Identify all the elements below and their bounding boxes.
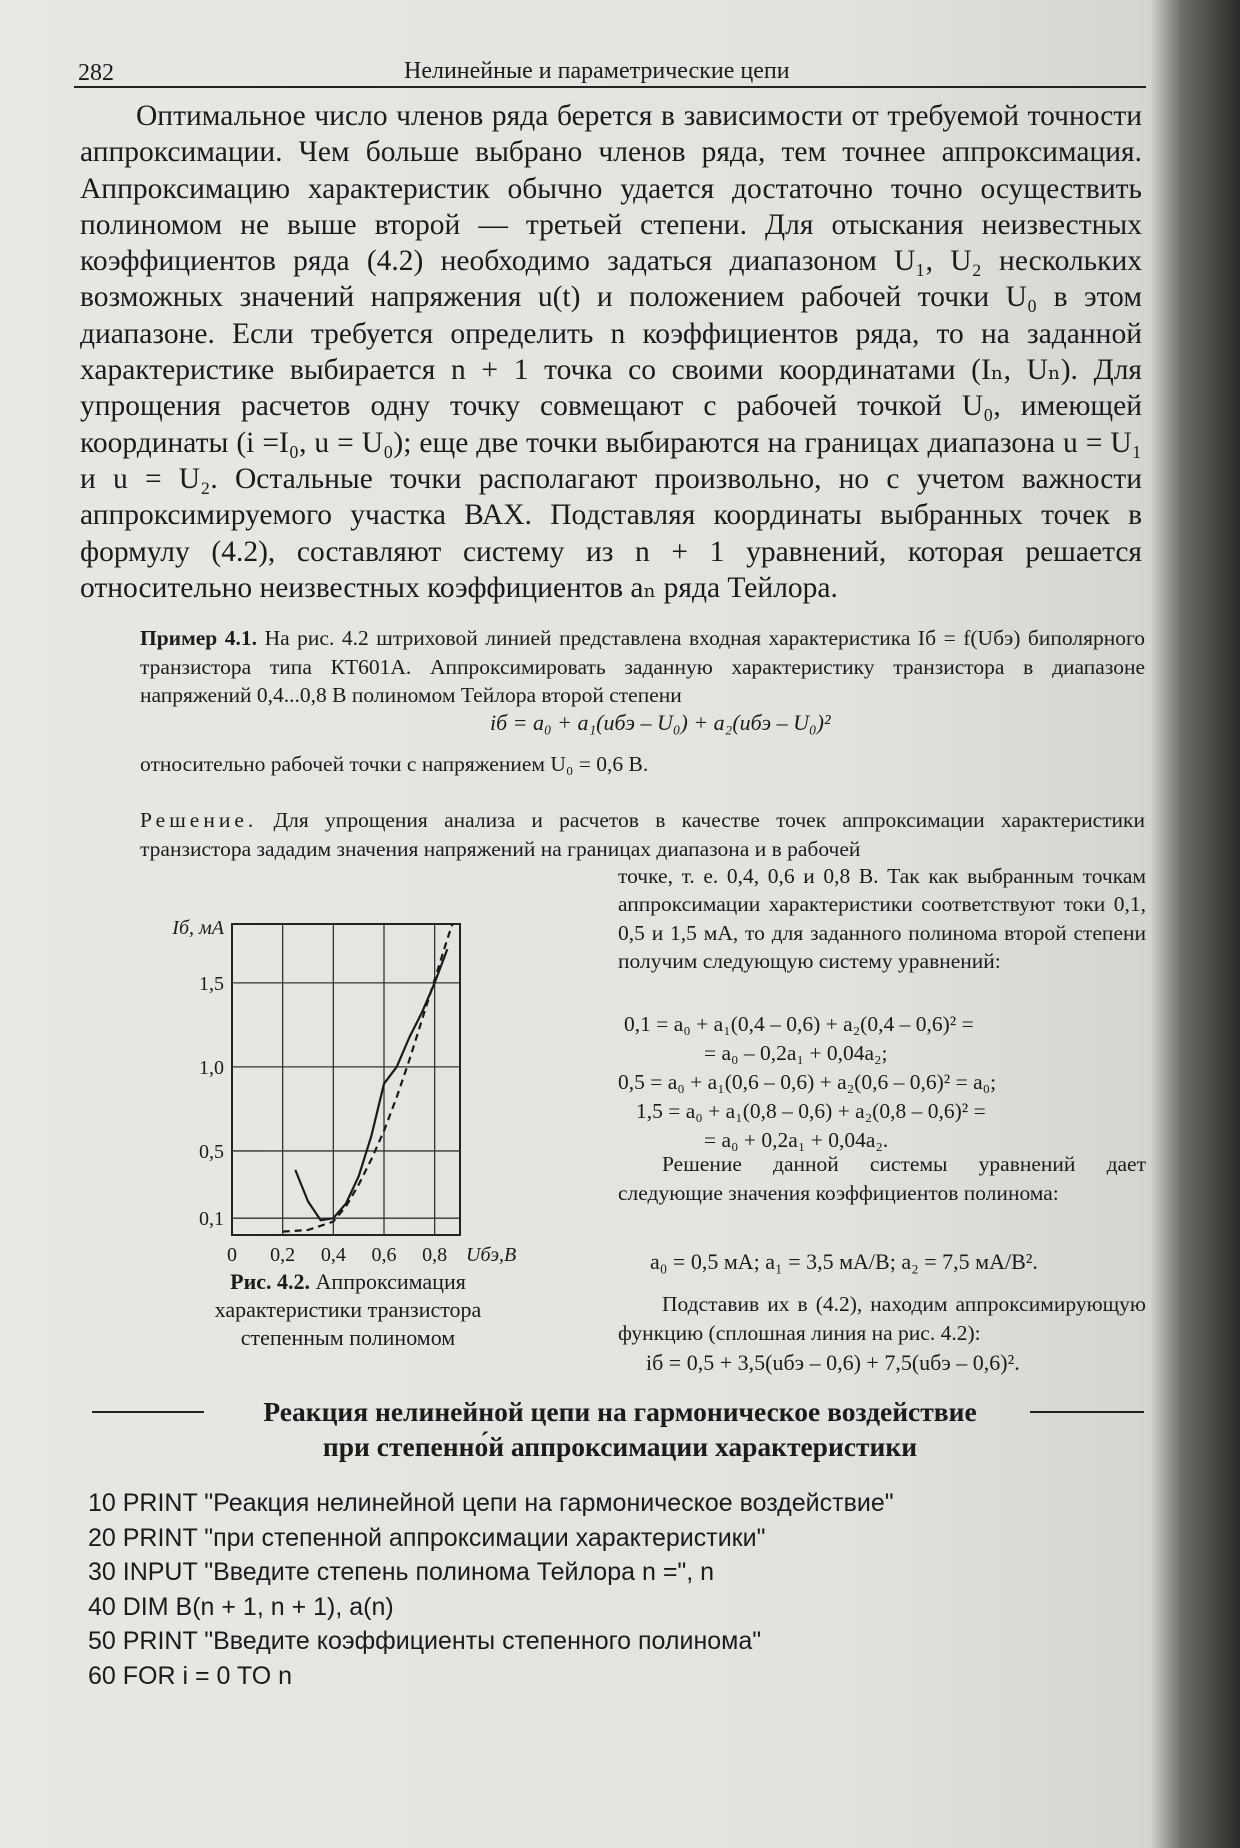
code-line: 10 PRINT "Реакция нелинейной цепи на гармоническое воздействие" bbox=[88, 1489, 894, 1517]
page-header bbox=[74, 56, 1146, 88]
measured-characteristic-dashed bbox=[283, 924, 453, 1232]
example-label: Пример 4.1. bbox=[140, 626, 258, 650]
x-tick-label: 0,2 bbox=[270, 1244, 296, 1266]
taylor-formula: iб = a₀ + a₁(uбэ – U₀) + a₂(uбэ – U₀)² bbox=[490, 710, 831, 735]
section-heading bbox=[90, 1394, 1150, 1464]
y-tick-label: 0,5 bbox=[199, 1140, 224, 1163]
solution-right-text: точке, т. е. 0,4, 0,6 и 0,8 В. Так как выбранным точкам аппроксимации характеристики соответствуют токи 0,1, 0,5 и 1,5 мА, то для заданного полинома второй степени получим следующую систему уравнений: bbox=[618, 864, 1146, 973]
code-line: 20 PRINT "при степенной аппроксимации характеристики" bbox=[88, 1523, 766, 1552]
plot-frame bbox=[232, 924, 460, 1235]
x-axis-label: Uбэ,В bbox=[466, 1244, 517, 1266]
substitute-text: Подставив их в (4.2), находим аппроксимирующую функцию (сплошная линия на рис. 4.2): bbox=[618, 1292, 1146, 1345]
example-text: На рис. 4.2 штриховой линией представлена входная характеристика Iб = f(Uбэ) биполярного транзистора типа КТ601А. Аппроксимировать заданную характеристику транзистора в диапазоне напряжений 0,4...0,8 В полиномом Тейлора второй степени bbox=[140, 626, 1146, 707]
solution-label: Решение. bbox=[140, 808, 258, 832]
x-tick-label: 0 bbox=[227, 1244, 237, 1266]
code-line: 30 INPUT "Введите степень полинома Тейлора n =", n bbox=[88, 1558, 715, 1586]
y-axis-label: Iб, мА bbox=[172, 917, 224, 939]
solution-lead-text: Для упрощения анализа и расчетов в качестве точек аппроксимации характеристики транзистора зададим значения напряжений на границах диапазона и в рабочей bbox=[140, 808, 1145, 861]
characteristic-chart bbox=[160, 910, 610, 1270]
solution-lead bbox=[140, 806, 1145, 863]
equation-line: 0,1 = a₀ + a₁(0,4 – 0,6) + a₂(0,4 – 0,6)² = bbox=[624, 1012, 974, 1036]
equation-system bbox=[618, 1010, 1146, 1155]
y-tick-label: 0,1 bbox=[199, 1208, 224, 1231]
basic-code-listing bbox=[88, 1486, 1088, 1693]
approximation-curve-solid bbox=[295, 949, 447, 1220]
page-number: 282 bbox=[78, 60, 114, 86]
code-line: 50 PRINT "Введите коэффициенты степенного полинома" bbox=[88, 1627, 762, 1655]
y-tick-label: 1,0 bbox=[199, 1056, 224, 1079]
code-line: 40 DIM B(n + 1, n + 1), a(n) bbox=[88, 1592, 394, 1621]
book-spine-shadow bbox=[1150, 0, 1240, 1848]
section-heading-line1: Реакция нелинейной цепи на гармоническое воздействие bbox=[263, 1396, 977, 1427]
x-tick-label: 0,8 bbox=[422, 1244, 448, 1266]
operating-point-note: относительно рабочей точки с напряжением U₀ = 0,6 В. bbox=[140, 752, 649, 776]
code-line: 60 FOR i = 0 TO n bbox=[88, 1661, 293, 1690]
equation-line: = a₀ + 0,2a₁ + 0,04a₂. bbox=[704, 1128, 889, 1152]
equation-line: 1,5 = a₀ + a₁(0,8 – 0,6) + a₂(0,8 – 0,6)² = bbox=[636, 1099, 986, 1123]
example-paragraph bbox=[140, 624, 1145, 710]
approximating-function: iб = 0,5 + 3,5(uбэ – 0,6) + 7,5(uбэ – 0,6)². bbox=[646, 1350, 1020, 1375]
figure-caption-text: Аппроксимация характеристики транзистора степенным полиномом bbox=[214, 1269, 482, 1350]
y-tick-label: 1,5 bbox=[199, 972, 224, 995]
running-title: Нелинейные и параметрические цепи bbox=[404, 58, 790, 84]
intro-paragraph: Оптимальное число членов ряда берется в зависимости от требуемой точности аппроксимации. Чем больше выбрано членов ряда, тем точнее аппроксимация. Аппроксимацию характеристик обычно удается достаточно точно осуществить полиномом не выше второй — третьей степени. Для отыскания неизвестных коэффициентов ряда (4.2) необходимо задаться диапазоном U₁, U₂ нескольких возможных значений напряжения u(t) и положением рабочей точки U₀ в этом диапазоне. Если требуется определить n коэффициентов ряда, то на заданной характеристике выбирается n + 1 точка со своими координатами (Iₙ, Uₙ). Для упрощения расчетов одну точку совмещают с рабочей точкой U₀, имеющей координаты (i =I₀, u = U₀); еще две точки выбираются на границах диапазона u = U₁ и u = U₂. Остальные точки располагают произвольно, но с учетом важности аппроксимируемого участка ВАХ. Подставляя координаты выбранных точек в формулу (4.2), составляют систему из n + 1 уравнений, которая решается относительно неизвестных коэффициентов aₙ ряда Тейлора. bbox=[80, 100, 1142, 604]
section-heading-line2: при степенно́й аппроксимации характеристики bbox=[322, 1431, 918, 1462]
equation-line: = a₀ – 0,2a₁ + 0,04a₂; bbox=[704, 1041, 888, 1065]
equation-line: 0,5 = a₀ + a₁(0,6 – 0,6) + a₂(0,6 – 0,6)² = a₀; bbox=[618, 1070, 997, 1094]
figure-caption-label: Рис. 4.2. bbox=[230, 1269, 311, 1294]
solution-result-text: Решение данной системы уравнений дает следующие значения коэффициентов полинома: bbox=[618, 1152, 1146, 1205]
x-tick-label: 0,4 bbox=[320, 1244, 346, 1266]
x-tick-label: 0,6 bbox=[371, 1244, 397, 1266]
coefficients-line: a₀ = 0,5 мА; a₁ = 3,5 мА/В; a₂ = 7,5 мА/В². bbox=[650, 1249, 1038, 1274]
figure-caption bbox=[178, 1268, 518, 1352]
